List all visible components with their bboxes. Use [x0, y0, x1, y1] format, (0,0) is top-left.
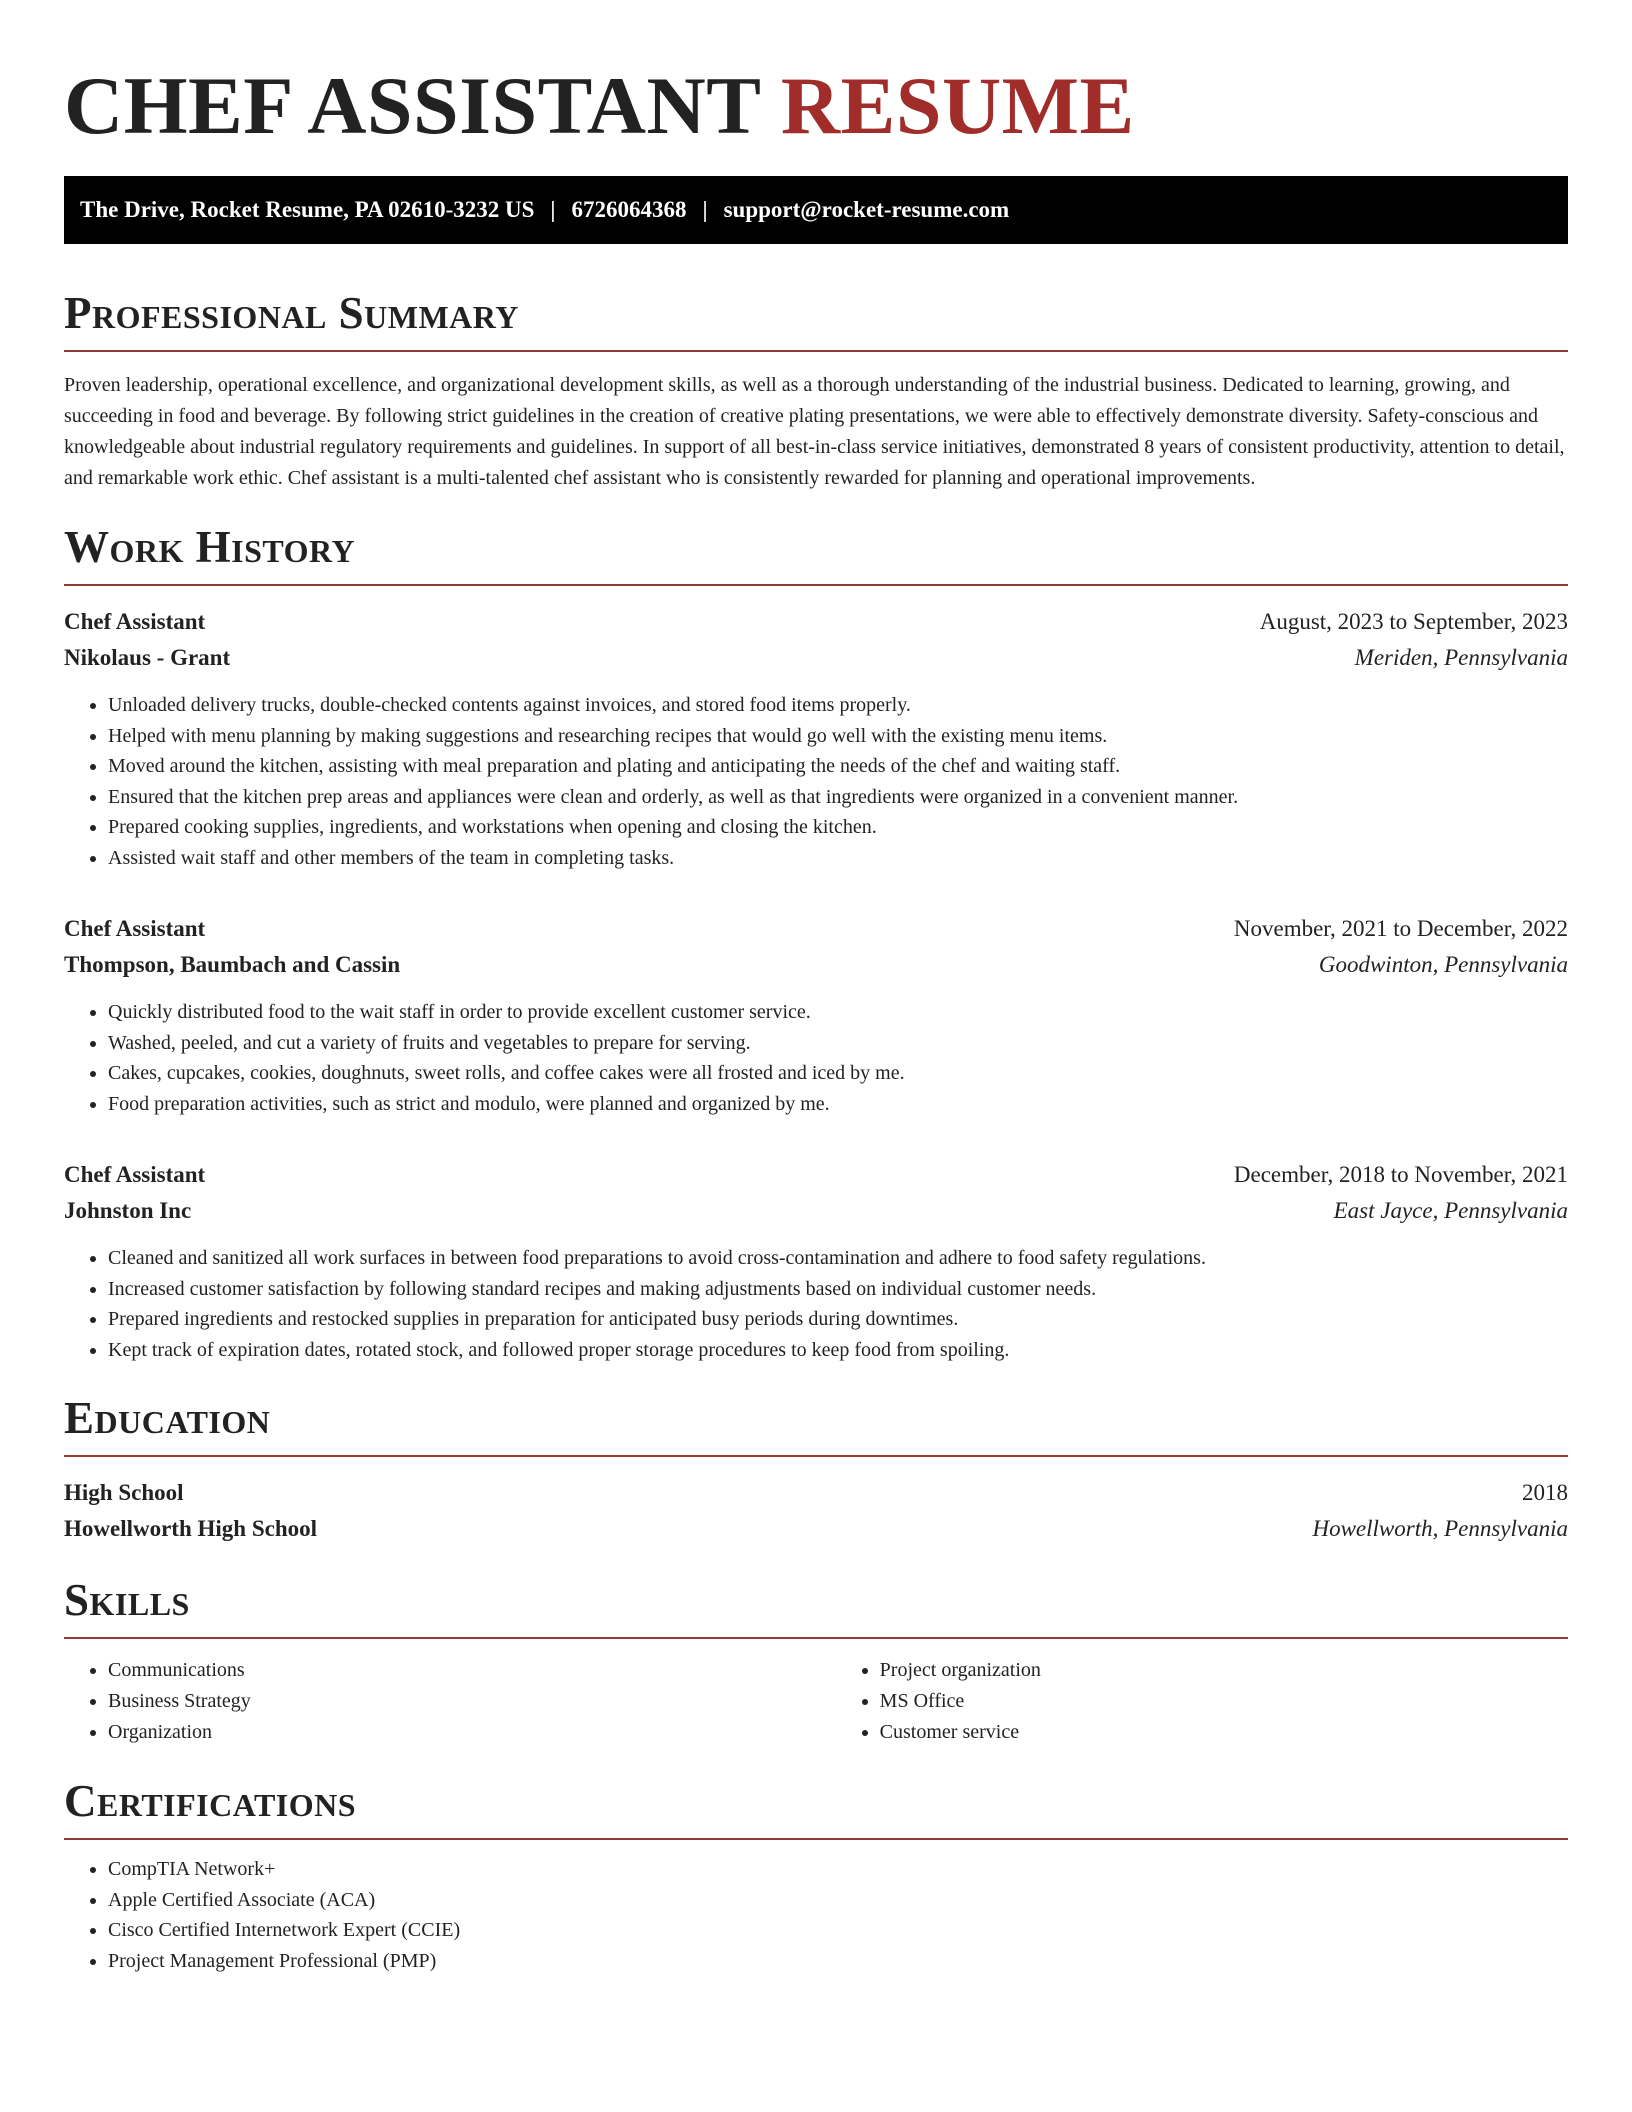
contact-address: The Drive, Rocket Resume, PA 02610-3232 US — [80, 197, 535, 222]
job-entry — [64, 911, 1568, 1119]
certification-item: • Apple Certified Associate (ACA) — [108, 1885, 1568, 1916]
skills-grid — [64, 1655, 1568, 1748]
job-duty: • Assisted wait staff and other members of the team in completing tasks. — [108, 843, 1568, 874]
job-title-row — [64, 604, 1568, 640]
job-duty: • Helped with menu planning by making suggestions and researching recipes that would go well with the existing menu items. — [108, 721, 1568, 752]
certifications-list — [64, 1854, 1568, 1976]
job-title: Chef Assistant — [64, 1162, 206, 1187]
job-entry — [64, 1157, 1568, 1365]
skill-item: • MS Office — [880, 1686, 1568, 1717]
job-duties — [64, 997, 1568, 1119]
job-dates: December, 2018 to November, 2021 — [1233, 1162, 1568, 1187]
job-location: East Jayce, Pennsylvania — [1333, 1198, 1568, 1223]
job-duty: • Increased customer satisfaction by following standard recipes and making adjustments based on individual customer needs. — [108, 1274, 1568, 1305]
certifications-heading: Certifications — [64, 1776, 1568, 1840]
job-company-row — [64, 640, 1568, 676]
job-location: Meriden, Pennsylvania — [1354, 645, 1568, 670]
education-location: Howellworth, Pennsylvania — [1312, 1516, 1568, 1541]
education-degree-row — [64, 1475, 1568, 1511]
job-title-row — [64, 1157, 1568, 1193]
job-title: Chef Assistant — [64, 916, 206, 941]
resume-title — [64, 56, 1568, 156]
contact-email: support@rocket-resume.com — [723, 197, 1010, 222]
contact-separator: | — [550, 197, 556, 222]
summary-heading: Professional Summary — [64, 288, 1568, 352]
contact-phone: 6726064368 — [571, 197, 687, 222]
job-company: Johnston Inc — [64, 1198, 192, 1223]
job-company-row — [64, 1193, 1568, 1229]
skill-item: • Business Strategy — [108, 1686, 836, 1717]
skills-heading: Skills — [64, 1575, 1568, 1639]
certifications-section — [64, 1776, 1568, 1976]
certification-item: • CompTIA Network+ — [108, 1854, 1568, 1885]
job-duty: • Unloaded delivery trucks, double-checked contents against invoices, and stored food items properly. — [108, 690, 1568, 721]
job-company: Thompson, Baumbach and Cassin — [64, 952, 401, 977]
job-duty: • Prepared ingredients and restocked supplies in preparation for anticipated busy periods during downtimes. — [108, 1304, 1568, 1335]
skill-item: • Organization — [108, 1717, 836, 1748]
job-dates: November, 2021 to December, 2022 — [1233, 916, 1568, 941]
education-section — [64, 1393, 1568, 1547]
education-heading: Education — [64, 1393, 1568, 1457]
job-duty: • Kept track of expiration dates, rotated stock, and followed proper storage procedures to keep food from spoiling. — [108, 1335, 1568, 1366]
skills-column — [836, 1655, 1568, 1748]
job-dates: August, 2023 to September, 2023 — [1259, 609, 1568, 634]
job-duty: • Prepared cooking supplies, ingredients, and workstations when opening and closing the kitchen. — [108, 812, 1568, 843]
contact-separator: | — [702, 197, 708, 222]
job-duty: • Food preparation activities, such as strict and modulo, were planned and organized by me. — [108, 1089, 1568, 1120]
certification-item: • Cisco Certified Internetwork Expert (CCIE) — [108, 1915, 1568, 1946]
skill-item: • Project organization — [880, 1655, 1568, 1686]
job-duties — [64, 1243, 1568, 1365]
work-history-section — [64, 522, 1568, 1365]
education-year: 2018 — [1522, 1480, 1568, 1505]
job-company: Nikolaus - Grant — [64, 645, 231, 670]
education-school-row — [64, 1511, 1568, 1547]
job-duty: • Quickly distributed food to the wait staff in order to provide excellent customer service. — [108, 997, 1568, 1028]
skills-column — [64, 1655, 836, 1748]
skill-item: • Communications — [108, 1655, 836, 1686]
job-entry — [64, 604, 1568, 873]
summary-text: Proven leadership, operational excellence, and organizational development skills, as well as a thorough understanding of the industrial business. Dedicated to learning, growing, and succeeding in food and beverage. By following strict guidelines in the creation of creative plating presentations, we were able to effectively demonstrate diversity. Safety-conscious and knowledgeable about industrial regulatory requirements and guidelines. In support of all best-in-class service initiatives, demonstrated 8 years of consistent productivity, attention to detail, and remarkable work ethic. Chef assistant is a multi-talented chef assistant who is consistently rewarded for planning and operational improvements. — [64, 374, 1565, 489]
job-duties — [64, 690, 1568, 873]
job-duty: • Cakes, cupcakes, cookies, doughnuts, sweet rolls, and coffee cakes were all frosted and iced by me. — [108, 1058, 1568, 1089]
skills-section — [64, 1575, 1568, 1748]
work-history-heading: Work History — [64, 522, 1568, 586]
skill-item: • Customer service — [880, 1717, 1568, 1748]
job-company-row — [64, 947, 1568, 983]
job-duty: • Cleaned and sanitized all work surfaces in between food preparations to avoid cross-contamination and adhere to food safety regulations. — [108, 1243, 1568, 1274]
contact-bar — [64, 176, 1568, 244]
job-duty: • Washed, peeled, and cut a variety of fruits and vegetables to prepare for serving. — [108, 1028, 1568, 1059]
title-accent: RESUME — [780, 60, 1135, 151]
education-school: Howellworth High School — [64, 1516, 318, 1541]
title-main: CHEF ASSISTANT — [64, 60, 760, 151]
job-title: Chef Assistant — [64, 609, 206, 634]
education-degree: High School — [64, 1480, 184, 1505]
certification-item: • Project Management Professional (PMP) — [108, 1946, 1568, 1977]
job-location: Goodwinton, Pennsylvania — [1318, 952, 1568, 977]
job-duty: • Moved around the kitchen, assisting with meal preparation and plating and anticipating the needs of the chef and waiting staff. — [108, 751, 1568, 782]
job-duty: • Ensured that the kitchen prep areas and appliances were clean and orderly, as well as that ingredients were organized in a convenient manner. — [108, 782, 1568, 813]
job-title-row — [64, 911, 1568, 947]
education-entry — [64, 1475, 1568, 1547]
